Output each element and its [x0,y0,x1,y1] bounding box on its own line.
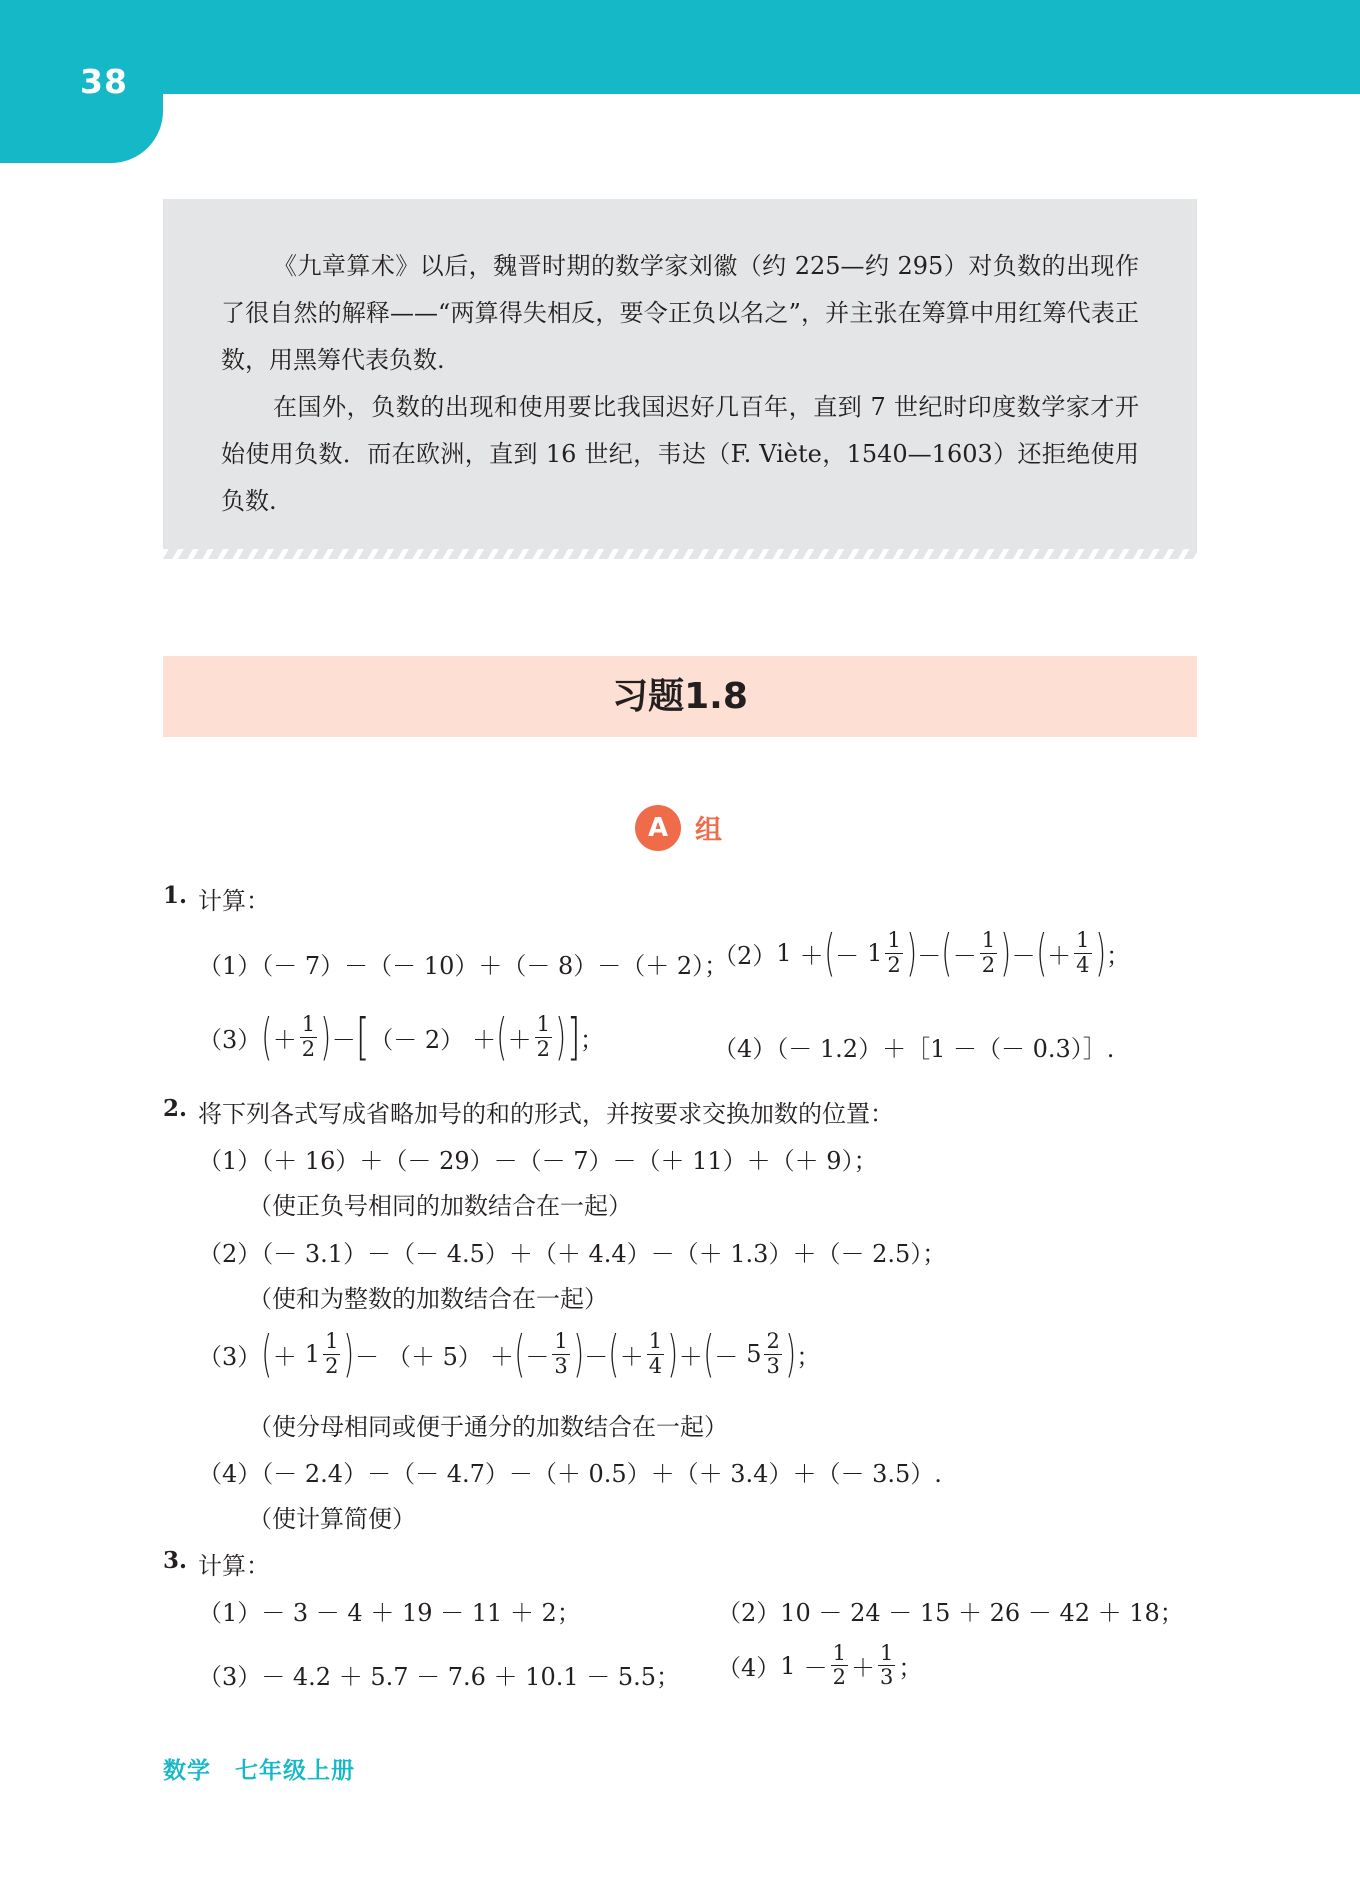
q2-p3-plus-a: ＋ [489,1342,514,1371]
q2-part-3-note: （使分母相同或便于通分的加数结合在一起） [248,1413,728,1441]
q1-p3-label: （3） [198,1025,262,1054]
q1-p2-whole: 1 [867,939,883,967]
q1-p2-minus-b: － [1011,941,1036,970]
q2-part-2-note: （使和为整数的加数结合在一起） [248,1285,608,1313]
q1-p2-neg-b: － [952,941,977,970]
page-number: 38 [80,62,128,101]
q1-p2-plus: ＋ [799,941,824,970]
q1-part-2: （2） 1 ＋ ( － 1 $\frac{1}{2}$ ) － ( － $\frac{1}{2}$ ) － ( ＋ $\frac{1}{4}$ ) ； [713,924,1131,982]
q3-part-3: （3）－ 4.2 ＋ 5.7 － 7.6 ＋ 10.1 － 5.5； [198,1663,681,1691]
question-2-text: 将下列各式写成省略加号的和的形式，并按要求交换加数的位置： [198,1100,894,1128]
history-box-stripe [163,549,1197,559]
q2-p3-frac-c: $\frac{1}{4}$ [648,1329,663,1378]
q1-p2-one: 1 [776,939,792,967]
q2-part-2: （2）（－ 3.1）－（－ 4.5）＋（＋ 4.4）－（＋ 1.3）＋（－ 2.5）； [198,1240,947,1268]
q1-p2-frac-b: $\frac{1}{2}$ [981,928,996,977]
q2-p3-frac-a: $\frac{1}{2}$ [325,1329,339,1378]
q3-p4-frac-a: $\frac{1}{2}$ [832,1641,846,1690]
q3-p4-frac-b: $\frac{1}{3}$ [879,1641,894,1690]
q3-p4-minus: － [803,1654,828,1683]
q2-part-4: （4）（－ 2.4）－（－ 4.7）－（＋ 0.5）＋（＋ 3.4）＋（－ 3.5）. [198,1460,942,1488]
q1-p2-frac-a: $\frac{1}{2}$ [887,928,901,977]
question-1-number: 1. [163,882,188,909]
q1-p2-label: （2） [713,941,777,970]
q1-p2-pos: ＋ [1047,941,1072,970]
q1-p2-neg-a: － [835,941,860,970]
q1-p2-end: ； [1106,941,1131,970]
q1-p3-frac-b: $\frac{1}{2}$ [536,1012,550,1061]
q3-p4-end: ； [898,1654,923,1683]
history-paragraph-2: 在国外，负数的出现和使用要比我国迟好几百年，直到 7 世纪时印度数学家才开始使用负数．而在欧洲，直到 16 世纪，韦达（F. Viète，1540—1603）还拒绝使用负数. [221,393,1139,515]
q2-p3-frac-d: $\frac{2}{3}$ [766,1329,780,1378]
q3-p4-label: （4） [717,1654,781,1683]
q2-p3-pos-a: ＋ [272,1342,297,1371]
footer-book-label: 数学 七年级上册 [163,1758,355,1784]
group-a-badge: A [635,805,681,851]
header-band [0,0,1360,94]
q1-p2-minus-a: － [917,941,942,970]
history-paragraph-1: 《九章算术》以后，魏晋时期的数学家刘徽（约 225—约 295）对负数的出现作了很自然的解释——“两算得失相反，要令正负以名之”，并主张在筹算中用红筹代表正数，用黑筹代表负数. [221,252,1139,374]
q2-p3-five: （＋ 5） [386,1342,482,1371]
q1-p3-end: ； [580,1025,605,1054]
q3-part-1: （1）－ 3 － 4 ＋ 19 － 11 ＋ 2； [198,1599,581,1627]
group-label: 组 [695,815,722,846]
q1-p2-frac-c: $\frac{1}{4}$ [1076,928,1090,977]
q2-p3-whole-d: 5 [746,1340,762,1368]
exercise-title: 习题1.8 [612,676,748,717]
q2-p3-plus-b: ＋ [678,1342,703,1371]
q1-p3-plus: ＋ [472,1025,497,1054]
q2-part-1: （1）（＋ 16）＋（－ 29）－（－ 7）－（＋ 11）＋（＋ 9）； [198,1147,878,1175]
q2-p3-neg-b: － [714,1342,739,1371]
q1-p3-pos-a: ＋ [272,1025,297,1054]
q2-p3-minus-a: － [354,1342,379,1371]
q1-part-3: （3） ( ＋ $\frac{1}{2}$ ) － [ （－ 2） ＋ ( ＋ $\frac{1}{2}$ ) ] ； [198,1008,605,1066]
q2-p3-whole-a: 1 [304,1340,321,1368]
q3-part-2: （2）10 － 24 － 15 ＋ 26 － 42 ＋ 18； [717,1599,1184,1627]
q3-part-4 [717,1642,922,1689]
q2-p3-end: ； [796,1342,821,1371]
q1-part-1: （1）（－ 7）－（－ 10）＋（－ 8）－（＋ 2）； [198,952,729,980]
question-3-number: 3. [163,1547,188,1574]
history-text [221,243,1139,525]
q2-p3-pos-b: ＋ [619,1342,644,1371]
q2-part-1-note: （使正负号相同的加数结合在一起） [248,1192,632,1220]
q2-part-3: （3） ( ＋ 1 $\frac{1}{2}$ ) － （＋ 5） ＋ ( － $\frac{1}{3}$ ) － ( ＋ $\frac{1}{4}$ ) ＋ ( － 5 $\frac{2}{3}$ ) ； [198,1325,821,1383]
question-3-text: 计算： [198,1552,270,1580]
q3-p4-plus: ＋ [850,1654,875,1683]
q1-p3-pos-b: ＋ [507,1025,532,1054]
q2-p3-minus-b: － [584,1342,609,1371]
q1-p3-frac-a: $\frac{1}{2}$ [301,1012,316,1061]
q3-p4-one: 1 [780,1651,796,1680]
question-1-text: 计算： [198,887,270,915]
question-2-number: 2. [163,1095,188,1122]
q2-p3-label: （3） [198,1342,262,1371]
q2-p3-frac-b: $\frac{1}{3}$ [554,1329,568,1378]
q1-p3-minus: － [331,1025,356,1054]
exercise-title-band [163,656,1197,737]
q2-part-4-note: （使计算简便） [248,1505,416,1533]
q1-part-4: （4）（－ 1.2）＋［1 －（－ 0.3）］. [713,1035,1115,1063]
q1-p3-neg2: （－ 2） [369,1025,465,1054]
q2-p3-neg-a: － [525,1342,550,1371]
